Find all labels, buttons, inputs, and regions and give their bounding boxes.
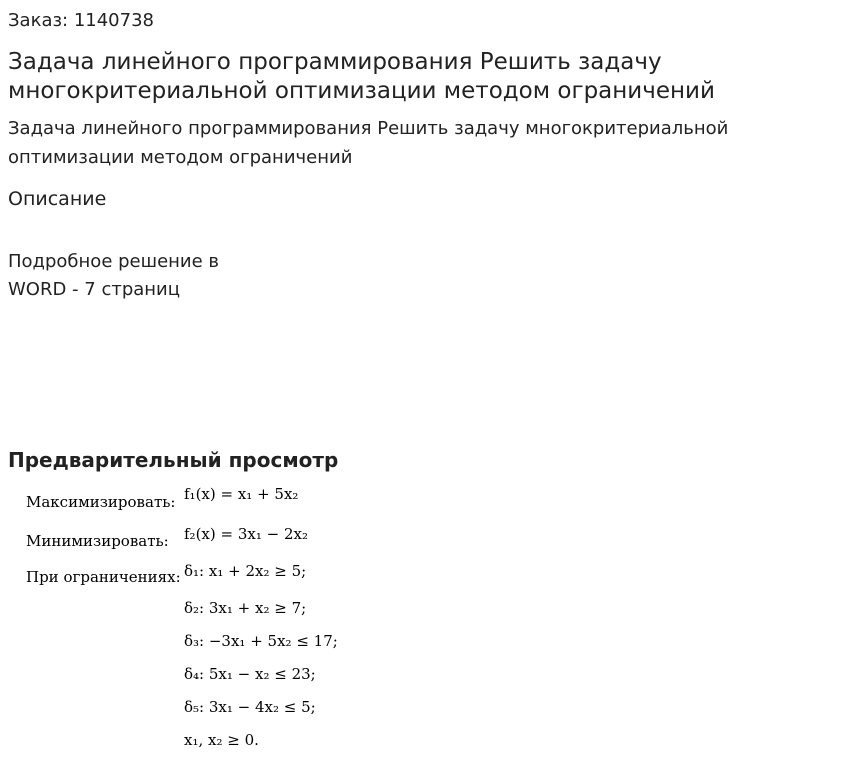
objective-f2: f₂(x) = 3x₁ − 2x₂ xyxy=(184,525,308,543)
description-text xyxy=(8,248,268,304)
constraint-3: δ₃: −3x₁ + 5x₂ ≤ 17; xyxy=(184,632,338,650)
order-number: Заказ: 1140738 xyxy=(8,10,154,31)
page-subtitle: Задача линейного программирования Решить задачу многокритериальной оптимизации методом ограничений xyxy=(8,118,729,168)
constraint-5: δ₅: 3x₁ − 4x₂ ≤ 5; xyxy=(184,698,316,716)
objective-f1: f₁(x) = x₁ + 5x₂ xyxy=(184,485,299,503)
maximize-label: Максимизировать: xyxy=(26,493,176,511)
constraint-4: δ₄: 5x₁ − x₂ ≤ 23; xyxy=(184,665,316,683)
constraint-2: δ₂: 3x₁ + x₂ ≥ 7; xyxy=(184,599,307,617)
preview-document xyxy=(0,478,847,770)
constraints-label: При ограничениях: xyxy=(26,568,181,586)
description-heading: Описание xyxy=(8,188,107,210)
description-line: WORD - 7 страниц xyxy=(8,279,181,300)
constraint-1: δ₁: x₁ + 2x₂ ≥ 5; xyxy=(184,562,307,580)
description-line: Подробное решение в xyxy=(8,251,220,272)
page-title: Задача линейного программирования Решить задачу многокритериальной оптимизации методом ограничений xyxy=(8,49,715,104)
preview-heading: Предварительный просмотр xyxy=(8,448,339,472)
minimize-label: Минимизировать: xyxy=(26,532,169,550)
nonnegativity-constraint: x₁, x₂ ≥ 0. xyxy=(184,731,259,749)
